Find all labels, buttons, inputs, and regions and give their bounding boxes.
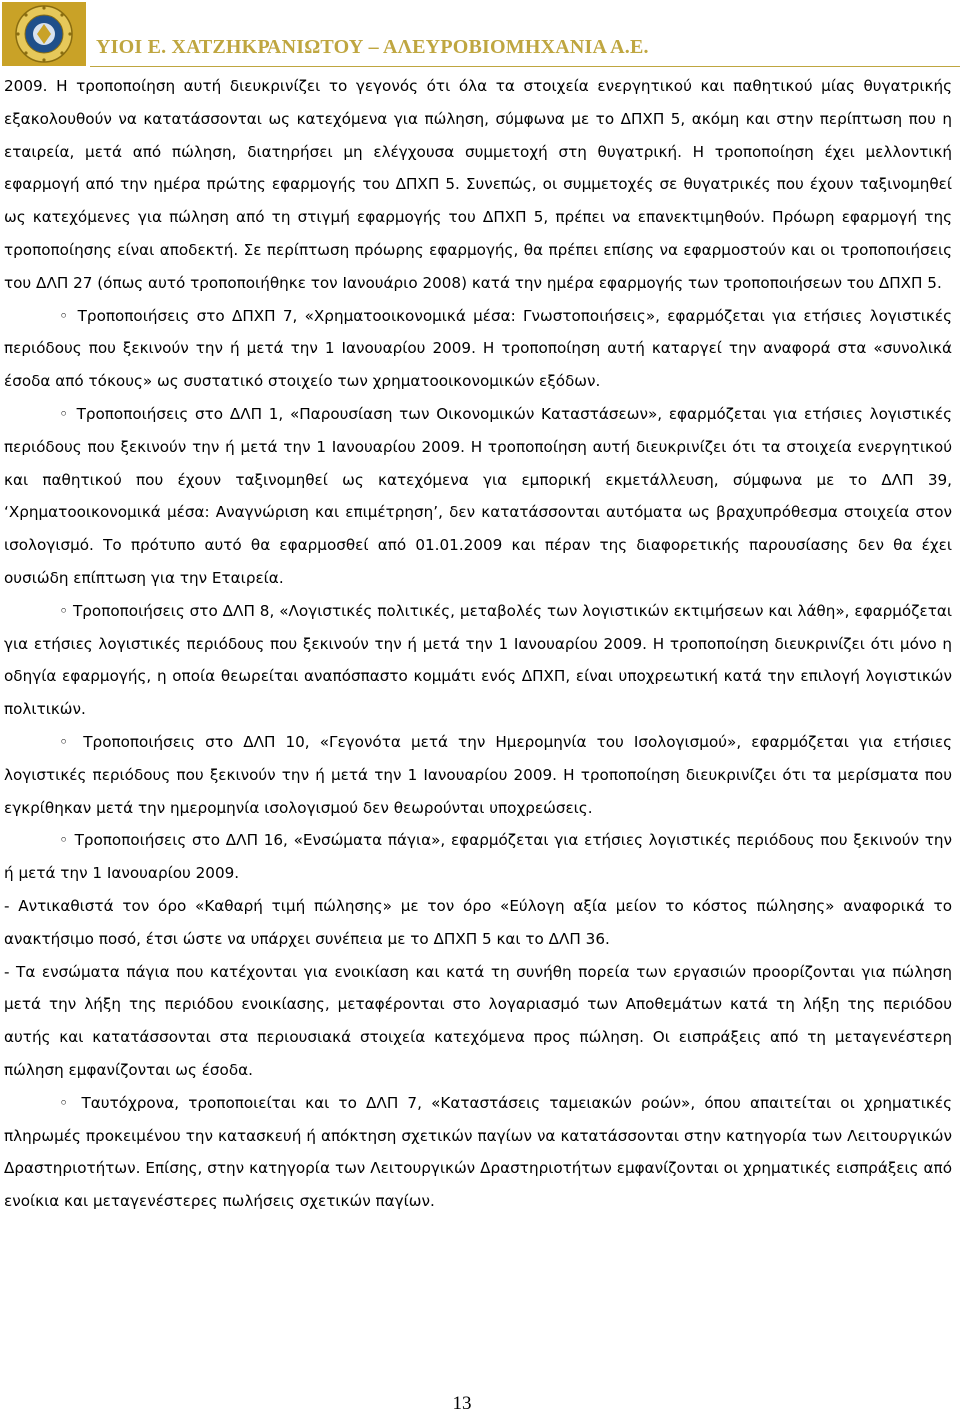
page-header [0,0,960,70]
paragraph-ifrs5-continued: 2009. Η τροποποίηση αυτή διευκρινίζει το γεγονός ότι όλα τα στοιχεία ενεργητικού και παθητικού μίας θυγατρικής εξακολουθούν να κατατάσσονται ως κατεχόμενα για πώληση, σύμφωνα με το ΔΠΧΠ 5, ακόμη και στην περίπτωση που η εταιρεία, μετά από πώληση, διατηρήσει μη ελέγχουσα συμμετοχή στη θυγατρική. Η τροποποίηση έχει μελλοντική εφαρμογή από την ημέρα πρώτης εφαρμογής του ΔΠΧΠ 5. Συνεπώς, οι συμμετοχές σε θυγατρικές που έχουν ταξινομηθεί ως κατεχόμενες για πώληση από τη στιγμή εφαρμογής του ΔΠΧΠ 5, πρέπει να επανεκτιμηθούν. Πρόωρη εφαρμογή της τροποποίησης είναι αποδεκτή. Σε περίπτωση πρόωρης εφαρμογής, θα πρέπει επίσης να εφαρμοστούν και οι τροποποιήσεις του ΔΛΠ 27 (όπως αυτό τροποποιήθηκε τον Ιανουάριο 2008) κατά την ημέρα εφαρμογής των τροποποιήσεων του ΔΠΧΠ 5. [4,77,952,292]
paragraph-ias8: ◦ Τροποποιήσεις στο ΔΛΠ 8, «Λογιστικές πολιτικές, μεταβολές των λογιστικών εκτιμήσεων και λάθη», εφαρμόζεται για ετήσιες λογιστικές περιόδους που ξεκινούν την ή μετά την 1 Ιανουαρίου 2009. Η τροποποίηση διευκρινίζει ότι μόνο η οδηγία εφαρμογής, η οποία θεωρείται αναπόσπαστο κομμάτι ενός ΔΠΧΠ, είναι υποχρεωτική κατά την επιλογή λογιστικών πολιτικών. [4,601,952,719]
header-divider [90,66,960,67]
paragraph-net-selling-price: - Αντικαθιστά τον όρο «Καθαρή τιμή πώλησης» με τον όρο «Εύλογη αξία μείον το κόστος πώλησης» αναφορικά το ανακτήσιμο ποσό, έτσι ώστε να υπάρχει συνέπεια με το ΔΠΧΠ 5 και το ΔΛΠ 36. [4,896,952,948]
paragraph-rented-assets: - Τα ενσώματα πάγια που κατέχονται για ενοικίαση και κατά τη συνήθη πορεία των εργασιών προορίζονται για πώληση μετά την λήξη της περιόδου ενοικίασης, μεταφέρονται στο λογαριασμό των Αποθεμάτων κατά τη λήξη της περιόδου αυτής και κατατάσσονται στα περιουσιακά στοιχεία κατεχόμενα προς πώληση. Οι εισπράξεις από τη μεταγενέστερη πώληση εμφανίζονται ως έσοδα. [4,962,952,1079]
paragraph-ias16: ◦ Τροποποιήσεις στο ΔΛΠ 16, «Ενσώματα πάγια», εφαρμόζεται για ετήσιες λογιστικές περιόδους που ξεκινούν την ή μετά την 1 Ιανουαρίου 2009. [4,831,952,883]
paragraph-ias7: ◦ Ταυτόχρονα, τροποποιείται και το ΔΛΠ 7, «Καταστάσεις ταμειακών ροών», όπου απαιτείται οι χρηματικές πληρωμές προκειμένου την κατασκευή ή απόκτηση σχετικών παγίων να κατατάσσονται στην κατηγορία των Λειτουργικών Δραστηριοτήτων. Επίσης, στην κατηγορία των Λειτουργικών Δραστηριοτήτων εμφανίζονται οι χρηματικές εισπράξεις από ενοίκια και μεταγενέστερες πωλήσεις σχετικών παγίων. [4,1093,952,1211]
document-body [4,70,952,1218]
paragraph-ias10: ◦ Τροποποιήσεις στο ΔΛΠ 10, «Γεγονότα μετά την Ημερομηνία του Ισολογισμού», εφαρμόζεται για ετήσιες λογιστικές περιόδους που ξεκινούν την ή μετά την 1 Ιανουαρίου 2009. Η τροποποίηση διευκρινίζει ότι τα μερίσματα που εγκρίθηκαν μετά την ημερομηνία ισολογισμού δεν θεωρούνται υποχρεώσεις. [4,732,952,817]
paragraph-ias1: ◦ Τροποποιήσεις στο ΔΛΠ 1, «Παρουσίαση των Οικονομικών Καταστάσεων», εφαρμόζεται για ετήσιες λογιστικές περιόδους που ξεκινούν την ή μετά την 1 Ιανουαρίου 2009. Η τροποποίηση αυτή διευκρινίζει ότι τα στοιχεία ενεργητικού και παθητικού που έχουν ταξινομηθεί ως κατεχόμενα για εμπορική εκμετάλλευση, σύμφωνα με το ΔΛΠ 39, ‘Χρηματοοικονομικά μέσα: Αναγνώριση και επιμέτρηση’, δεν κατατάσσονται αυτόματα ως βραχυπρόθεσμα στοιχεία στον ισολογισμό. Το πρότυπο αυτό θα εφαρμοσθεί από 01.01.2009 και πέραν της διαφορετικής παρουσίασης δεν θα έχει ουσιώδη επίπτωση για την Εταιρεία. [4,404,952,587]
page-number: 13 [452,1393,472,1414]
paragraph-ifrs7: ◦ Τροποποιήσεις στο ΔΠΧΠ 7, «Χρηματοοικονομικά μέσα: Γνωστοποιήσεις», εφαρμόζεται για ετήσιες λογιστικές περιόδους που ξεκινούν την ή μετά την 1 Ιανουαρίου 2009. Η τροποποίηση αυτή καταργεί την αναφορά στα «συνολικά έσοδα από τόκους» ως συστατικό στοιχείο των χρηματοοικονομικών εξόδων. [4,306,952,391]
company-title: ΥΙΟΙ Ε. ΧΑΤΖΗΚΡΑΝΙΩΤΟΥ – ΑΛΕΥΡΟΒΙΟΜΗΧΑΝΙΑ Α.Ε. [96,36,649,58]
company-logo [2,2,86,66]
